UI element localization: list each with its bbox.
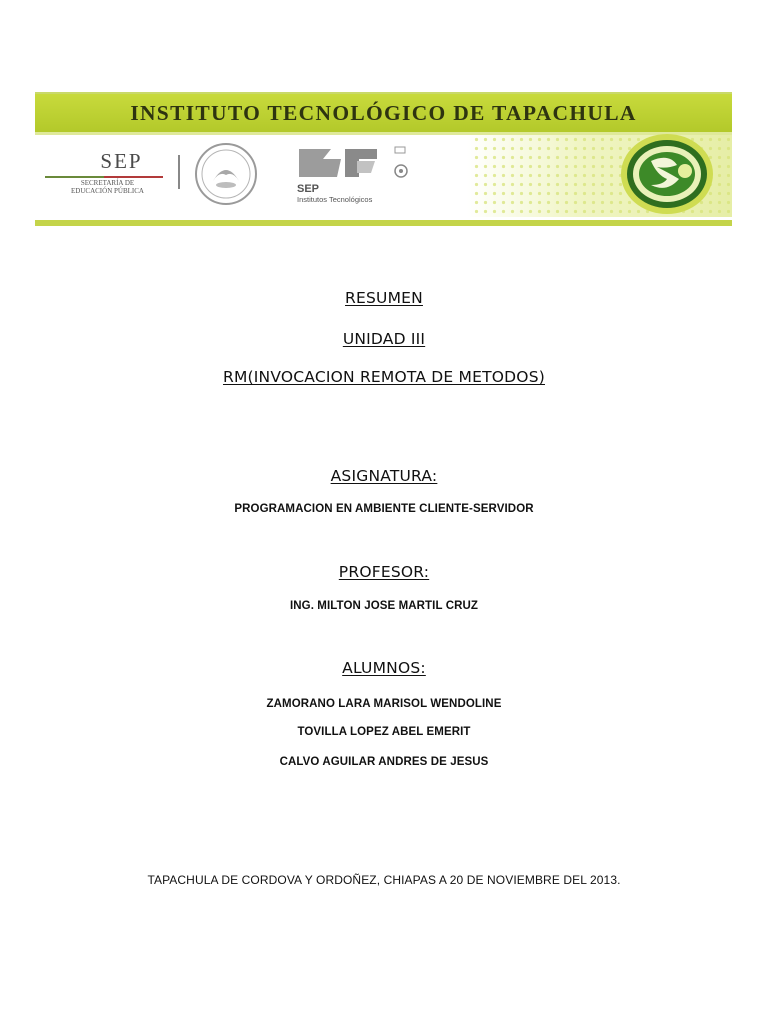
teacher-value: ING. MILTON JOSE MARTIL CRUZ	[289, 600, 479, 612]
logo-divider	[178, 155, 180, 189]
student-name: ZAMORANO LARA MARISOL WENDOLINE	[266, 698, 502, 710]
title-unidad: UNIDAD III	[342, 330, 426, 348]
title-resumen: RESUMEN	[345, 289, 423, 307]
national-seal-icon	[193, 141, 259, 212]
place-date: TAPACHULA DE CORDOVA Y ORDOÑEZ, CHIAPAS A 20 DE NOVIEMBRE DEL 2013.	[147, 873, 621, 887]
title-topic: RM(INVOCACION REMOTA DE METODOS)	[222, 368, 545, 386]
sep-institutos-text: SEP	[297, 183, 320, 195]
student-name: TOVILLA LOPEZ ABEL EMERIT	[297, 726, 471, 738]
student-name: CALVO AGUILAR ANDRES DE JESUS	[279, 756, 489, 768]
sep-institutos-mark-icon	[297, 143, 417, 183]
sep-logo-subtitle-2: EDUCACIÓN PÚBLICA	[71, 186, 144, 195]
banner-logos	[35, 135, 732, 217]
sep-institutos-subtitle: Institutos Tecnológicos	[297, 195, 373, 204]
students-heading: ALUMNOS:	[342, 659, 426, 677]
sep-logo-text: SEP	[100, 149, 143, 173]
sep-logo-subtitle-1: SECRETARÍA DE	[80, 179, 135, 187]
sep-logo-bar	[45, 176, 163, 178]
sep-logo	[45, 149, 170, 205]
institution-name: INSTITUTO TECNOLÓGICO DE TAPACHULA	[35, 94, 732, 135]
subject-heading: ASIGNATURA:	[330, 467, 438, 485]
institution-banner	[35, 92, 732, 226]
teacher-heading: PROFESOR:	[338, 563, 430, 581]
institute-emblem-icon	[617, 131, 717, 222]
subject-value: PROGRAMACION EN AMBIENTE CLIENTE-SERVIDOR	[234, 503, 534, 515]
sep-institutos-logo	[297, 143, 417, 209]
